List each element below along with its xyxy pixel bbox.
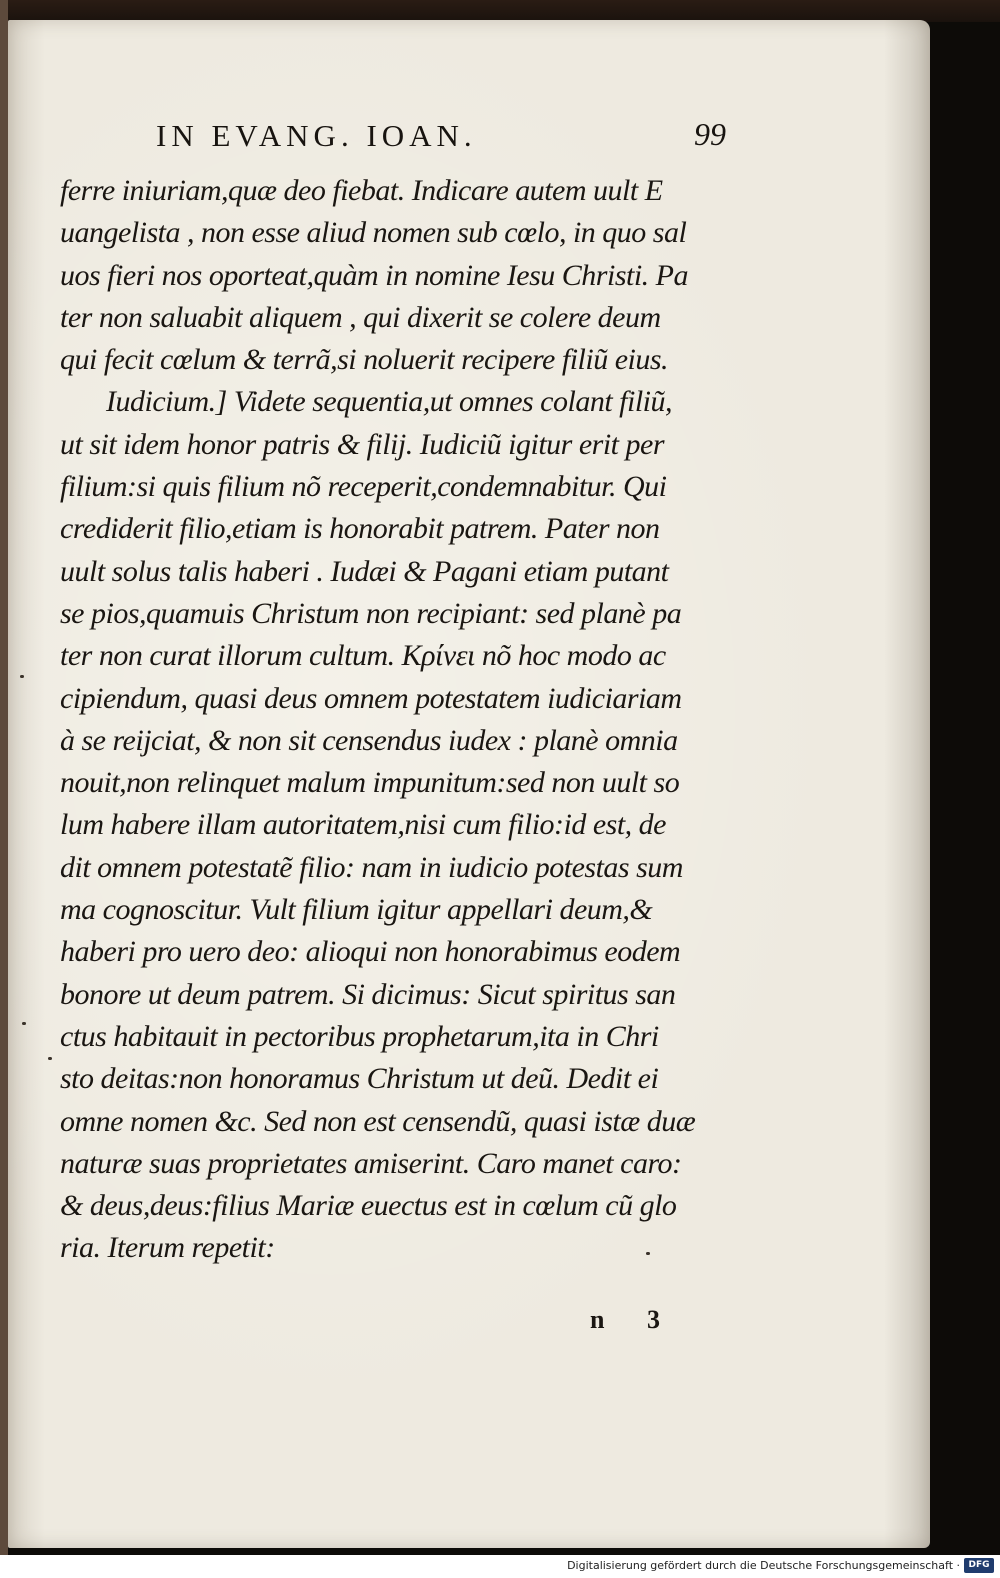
text-line: cipiendum, quasi deus omnem potestatem iudiciariam — [60, 681, 682, 715]
text-line: uos fieri nos oporteat,quàm in nomine Iesu Christi. Pa — [60, 258, 688, 292]
text-line: sto deitas:non honoramus Christum ut deũ. Dedit ei — [60, 1062, 659, 1096]
text-line: filium:si quis filium nõ receperit,condemnabitur. Qui — [60, 470, 667, 504]
scan-background-top — [0, 0, 1000, 22]
text-line: crediderit filio,etiam is honorabit patrem. Pater non — [60, 512, 660, 546]
text-line: ria. Iterum repetit: — [60, 1231, 275, 1265]
running-title: IN EVANG. IOAN. — [156, 118, 477, 153]
text-line: à se reijciat, & non sit censendus iudex : planè omnia — [60, 723, 678, 757]
ink-speck — [48, 1057, 52, 1060]
text-line: dit omnem potestatẽ filio: nam in iudicio potestas sum — [60, 850, 683, 884]
running-head — [156, 118, 726, 162]
text-line: uult solus talis haberi . Iudæi & Pagani etiam putant — [60, 554, 669, 588]
dfg-logo: DFG — [964, 1558, 994, 1573]
text-line: bonore ut deum patrem. Si dicimus: Sicut spiritus san — [60, 977, 676, 1011]
text-line: qui fecit cœlum & terrã,si noluerit recipere filiũ eius. — [60, 343, 669, 377]
text-line: haberi pro uero deo: alioqui non honorabimus eodem — [60, 935, 681, 969]
text-line: se pios,quamuis Christum non recipiant: sed planè pa — [60, 596, 682, 630]
ink-speck — [20, 675, 24, 678]
scan-background-left — [0, 0, 8, 1555]
text-line: ter non curat illorum cultum. Κρίνει nõ hoc modo ac — [60, 639, 666, 673]
text-line: ut sit idem honor patris & filij. Iudiciũ igitur erit per — [60, 427, 665, 461]
text-line: ferre iniuriam,quæ deo fiebat. Indicare autem uult E — [60, 174, 663, 207]
ink-speck — [22, 1022, 26, 1025]
book-page — [8, 20, 930, 1548]
body-text — [60, 170, 760, 1270]
funding-credit: Digitalisierung gefördert durch die Deutsche Forschungsgemeinschaft · — [567, 1559, 960, 1572]
text-line: nouit,non relinquet malum impunitum:sed non uult so — [60, 766, 680, 800]
text-line: ctus habitauit in pectoribus prophetarum,ita in Chri — [60, 1019, 659, 1053]
footer-bar — [0, 1555, 1000, 1578]
text-line: lum habere illam autoritatem,nisi cum filio:id est, de — [60, 808, 666, 842]
ink-speck — [646, 1252, 650, 1255]
text-line: ma cognoscitur. Vult filium igitur appellari deum,& — [60, 893, 653, 927]
page-number: 99 — [694, 116, 726, 152]
text-line: omne nomen &c. Sed non est censendũ, quasi istæ duæ — [60, 1104, 696, 1138]
text-line: ter non saluabit aliquem , qui dixerit se colere deum — [60, 300, 661, 334]
text-line: naturæ suas proprietates amiserint. Caro manet caro: — [60, 1146, 682, 1180]
signature-mark: n 3 — [590, 1305, 678, 1334]
text-line: uangelista , non esse aliud nomen sub cœlo, in quo sal — [60, 216, 687, 250]
text-line: & deus,deus:filius Mariæ euectus est in cœlum cũ glo — [60, 1189, 677, 1223]
text-line: Iudicium.] Videte sequentia,ut omnes colant filiũ, — [106, 385, 673, 419]
